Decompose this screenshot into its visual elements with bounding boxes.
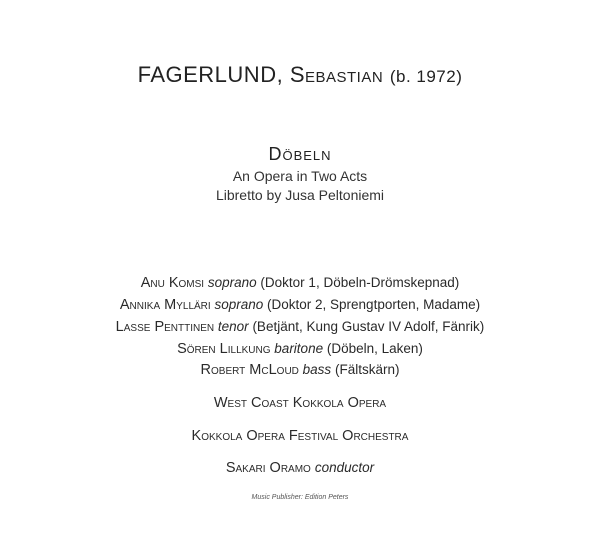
voice-type: bass xyxy=(302,362,332,377)
conductor-role: conductor xyxy=(314,460,375,475)
work-libretto: Libretto by Jusa Peltoniemi xyxy=(215,187,385,203)
singer-name: Lasse Penttinen xyxy=(115,319,215,335)
work-subtitle: An Opera in Two Acts xyxy=(232,168,368,184)
voice-type: soprano xyxy=(207,275,257,290)
cast-line xyxy=(0,319,600,335)
cast-line xyxy=(0,275,600,291)
composer-surname: FAGERLUND, xyxy=(137,62,284,87)
singer-roles: (Doktor 2, Sprengtporten, Madame) xyxy=(267,297,481,312)
voice-type: soprano xyxy=(214,297,264,312)
cast-line xyxy=(0,362,600,378)
singer-name: Robert McLoud xyxy=(200,362,299,378)
singer-roles: (Betjänt, Kung Gustav IV Adolf, Fänrik) xyxy=(252,319,485,334)
music-publisher: Music Publisher: Edition Peters xyxy=(251,494,349,501)
ensemble-orchestra: Kokkola Opera Festival Orchestra xyxy=(191,428,409,444)
singer-name: Anu Komsi xyxy=(140,275,205,291)
singer-name: Sören Lillkung xyxy=(177,341,271,357)
voice-type: baritone xyxy=(274,341,324,356)
conductor-line xyxy=(0,460,600,476)
cast-line xyxy=(0,297,600,313)
composer-given-name: Sebastian xyxy=(289,62,384,87)
conductor-name: Sakari Oramo xyxy=(225,460,311,476)
singer-roles: (Fältskärn) xyxy=(334,362,400,377)
voice-type: tenor xyxy=(217,319,249,334)
singer-name: Annika Mylläri xyxy=(119,297,211,313)
singer-roles: (Döbeln, Laken) xyxy=(326,341,423,356)
composer-heading xyxy=(0,62,600,88)
work-title: Döbeln xyxy=(268,144,332,164)
singer-roles: (Doktor 1, Döbeln-Drömskepnad) xyxy=(260,275,460,290)
composer-dates: (b. 1972) xyxy=(389,67,463,86)
ensemble-chorus: West Coast Kokkola Opera xyxy=(213,395,387,411)
cast-line xyxy=(0,341,600,357)
